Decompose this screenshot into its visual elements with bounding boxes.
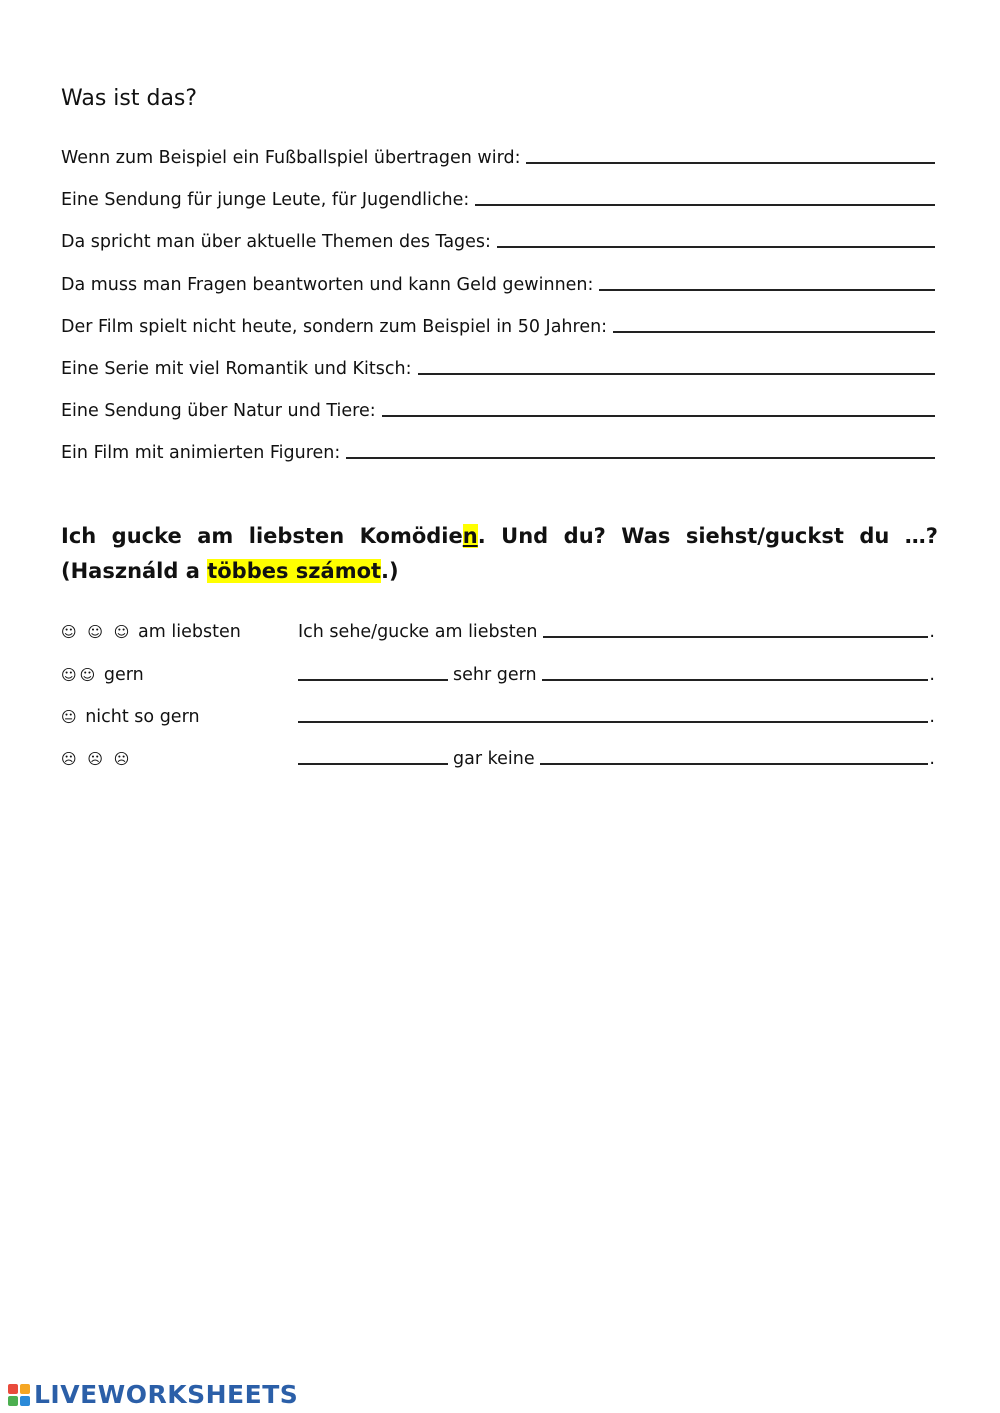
page-title: Was ist das? bbox=[61, 86, 198, 111]
question-text: Eine Serie mit viel Romantik und Kitsch: bbox=[61, 359, 412, 379]
logo-square bbox=[8, 1384, 18, 1394]
smiley-icon: ☺☺ bbox=[61, 666, 99, 684]
liveworksheets-logo[interactable] bbox=[8, 1380, 298, 1409]
highlight-ending: n bbox=[462, 524, 478, 548]
section-heading: Ich gucke am liebsten Komödien. Und du? Was siehst/guckst du …? bbox=[61, 524, 938, 548]
question-row bbox=[61, 353, 935, 379]
answer-blank[interactable] bbox=[613, 311, 935, 333]
answer-blank[interactable] bbox=[382, 395, 935, 417]
frown-icon: ☹ ☹ ☹ bbox=[61, 750, 133, 768]
question-row bbox=[61, 311, 935, 337]
logo-square bbox=[8, 1396, 18, 1406]
preference-row bbox=[61, 659, 935, 685]
answer-blank[interactable] bbox=[599, 269, 935, 291]
preference-answer: Ich sehe/gucke am liebsten . bbox=[298, 616, 935, 642]
question-row bbox=[61, 142, 935, 168]
question-text: Da muss man Fragen beantworten und kann Geld gewinnen: bbox=[61, 275, 594, 295]
logo-square bbox=[20, 1384, 30, 1394]
answer-blank[interactable] bbox=[298, 743, 448, 765]
logo-grid-icon bbox=[8, 1384, 30, 1406]
preference-row bbox=[61, 616, 935, 642]
question-row bbox=[61, 395, 935, 421]
answer-blank[interactable] bbox=[346, 437, 935, 459]
answer-blank[interactable] bbox=[497, 226, 935, 248]
preference-row bbox=[61, 701, 935, 727]
logo-text: LIVEWORKSHEETS bbox=[34, 1380, 299, 1409]
question-row bbox=[61, 269, 935, 295]
question-text: Der Film spielt nicht heute, sondern zum Beispiel in 50 Jahren: bbox=[61, 317, 608, 337]
question-row bbox=[61, 437, 935, 463]
question-text: Da spricht man über aktuelle Themen des Tages: bbox=[61, 232, 491, 252]
question-text: Eine Sendung für junge Leute, für Jugendliche: bbox=[61, 190, 470, 210]
question-row bbox=[61, 226, 935, 252]
section-instruction: (Használd a többes számot.) bbox=[61, 559, 399, 583]
answer-blank[interactable] bbox=[543, 616, 929, 638]
answer-blank[interactable] bbox=[298, 659, 448, 681]
logo-square bbox=[20, 1396, 30, 1406]
answer-blank[interactable] bbox=[540, 743, 929, 765]
preference-answer: . bbox=[298, 701, 935, 727]
preference-label: ☺☺ gern bbox=[61, 665, 144, 685]
question-text: Eine Sendung über Natur und Tiere: bbox=[61, 401, 376, 421]
answer-blank[interactable] bbox=[526, 142, 935, 164]
question-text: Wenn zum Beispiel ein Fußballspiel übertragen wird: bbox=[61, 148, 521, 168]
highlight-plural: többes számot bbox=[207, 559, 382, 583]
neutral-face-icon: 😐 bbox=[61, 708, 80, 726]
smiley-icon: ☺ ☺ ☺ bbox=[61, 623, 133, 641]
preference-label: 😐 nicht so gern bbox=[61, 707, 200, 727]
preference-row bbox=[61, 743, 935, 769]
preference-label bbox=[61, 749, 132, 769]
preference-answer: gar keine . bbox=[298, 743, 935, 769]
answer-blank[interactable] bbox=[298, 701, 928, 723]
preference-answer: sehr gern . bbox=[298, 659, 935, 685]
answer-blank[interactable] bbox=[542, 659, 929, 681]
answer-blank[interactable] bbox=[418, 353, 936, 375]
preference-label: ☺ ☺ ☺ am liebsten bbox=[61, 622, 241, 642]
answer-blank[interactable] bbox=[475, 184, 935, 206]
question-row bbox=[61, 184, 935, 210]
question-text: Ein Film mit animierten Figuren: bbox=[61, 443, 341, 463]
